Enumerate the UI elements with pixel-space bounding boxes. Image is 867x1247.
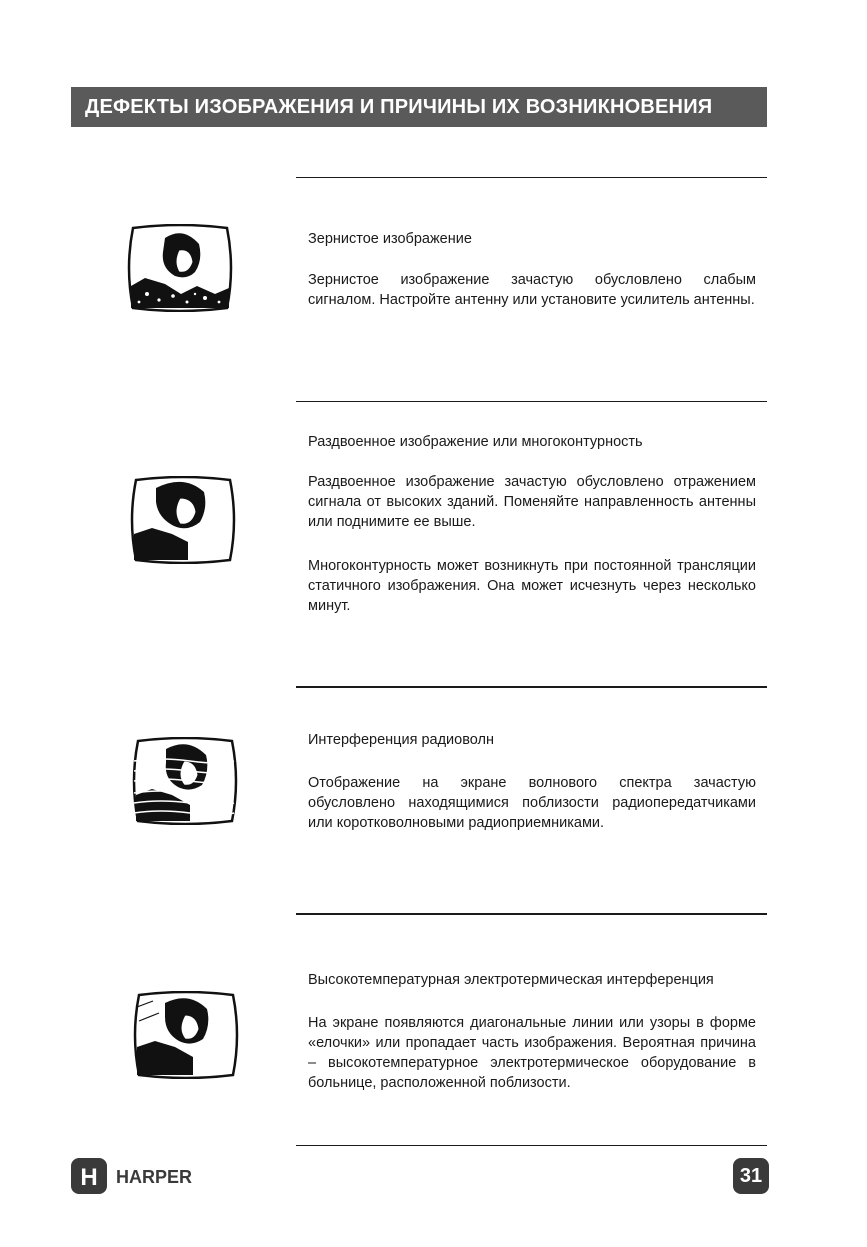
section-text-thermal-interference: На экране появляются диагональные линии или узоры в форме «елочки» или пропадает часть изображения. Вероятная причина – высокотемпературное электротермическое оборудование в больнице, расположенной поблизости. (308, 1015, 756, 1091)
section-title-ghosting: Раздвоенное изображение или многоконтурность (308, 434, 643, 450)
radio-interference-illustration (130, 737, 240, 825)
section-title-thermal-interference: Высокотемпературная электротермическая интерференция (308, 972, 714, 988)
ghost-picture-illustration (128, 476, 238, 564)
section-title-grainy: Зернистое изображение (308, 231, 472, 247)
section-title-radio-interference: Интерференция радиоволн (308, 732, 494, 748)
brand-name: HARPER (116, 1167, 193, 1187)
divider (296, 177, 767, 178)
section-header-bar (71, 87, 767, 127)
thermal-interference-illustration (131, 991, 241, 1079)
section-text-burn-in: Многоконтурность может возникнуть при постоянной трансляции статичного изображения. Она может исчезнуть через несколько минут. (308, 558, 756, 614)
brand-logo-letter: H (80, 1164, 98, 1191)
section-text-ghosting: Раздвоенное изображение зачастую обусловлено отражением сигнала от высоких зданий. Поменяйте направленность антенны или поднимите ее выше. (308, 474, 756, 530)
page-number: 31 (733, 1158, 769, 1194)
brand-logo-icon (71, 1158, 107, 1194)
page-title: ДЕФЕКТЫ ИЗОБРАЖЕНИЯ И ПРИЧИНЫ ИХ ВОЗНИКНОВЕНИЯ (85, 96, 713, 118)
divider (296, 913, 767, 915)
divider (296, 686, 767, 688)
divider (296, 1145, 767, 1146)
section-text-radio-interference: Отображение на экране волнового спектра зачастую обусловлено находящимися поблизости радиопередатчиками или коротковолновыми радиоприемниками. (308, 775, 756, 831)
divider (296, 401, 767, 402)
section-text-grainy: Зернистое изображение зачастую обусловлено слабым сигналом. Настройте антенну или установите усилитель антенны. (308, 272, 756, 308)
grainy-picture-illustration (125, 224, 235, 312)
